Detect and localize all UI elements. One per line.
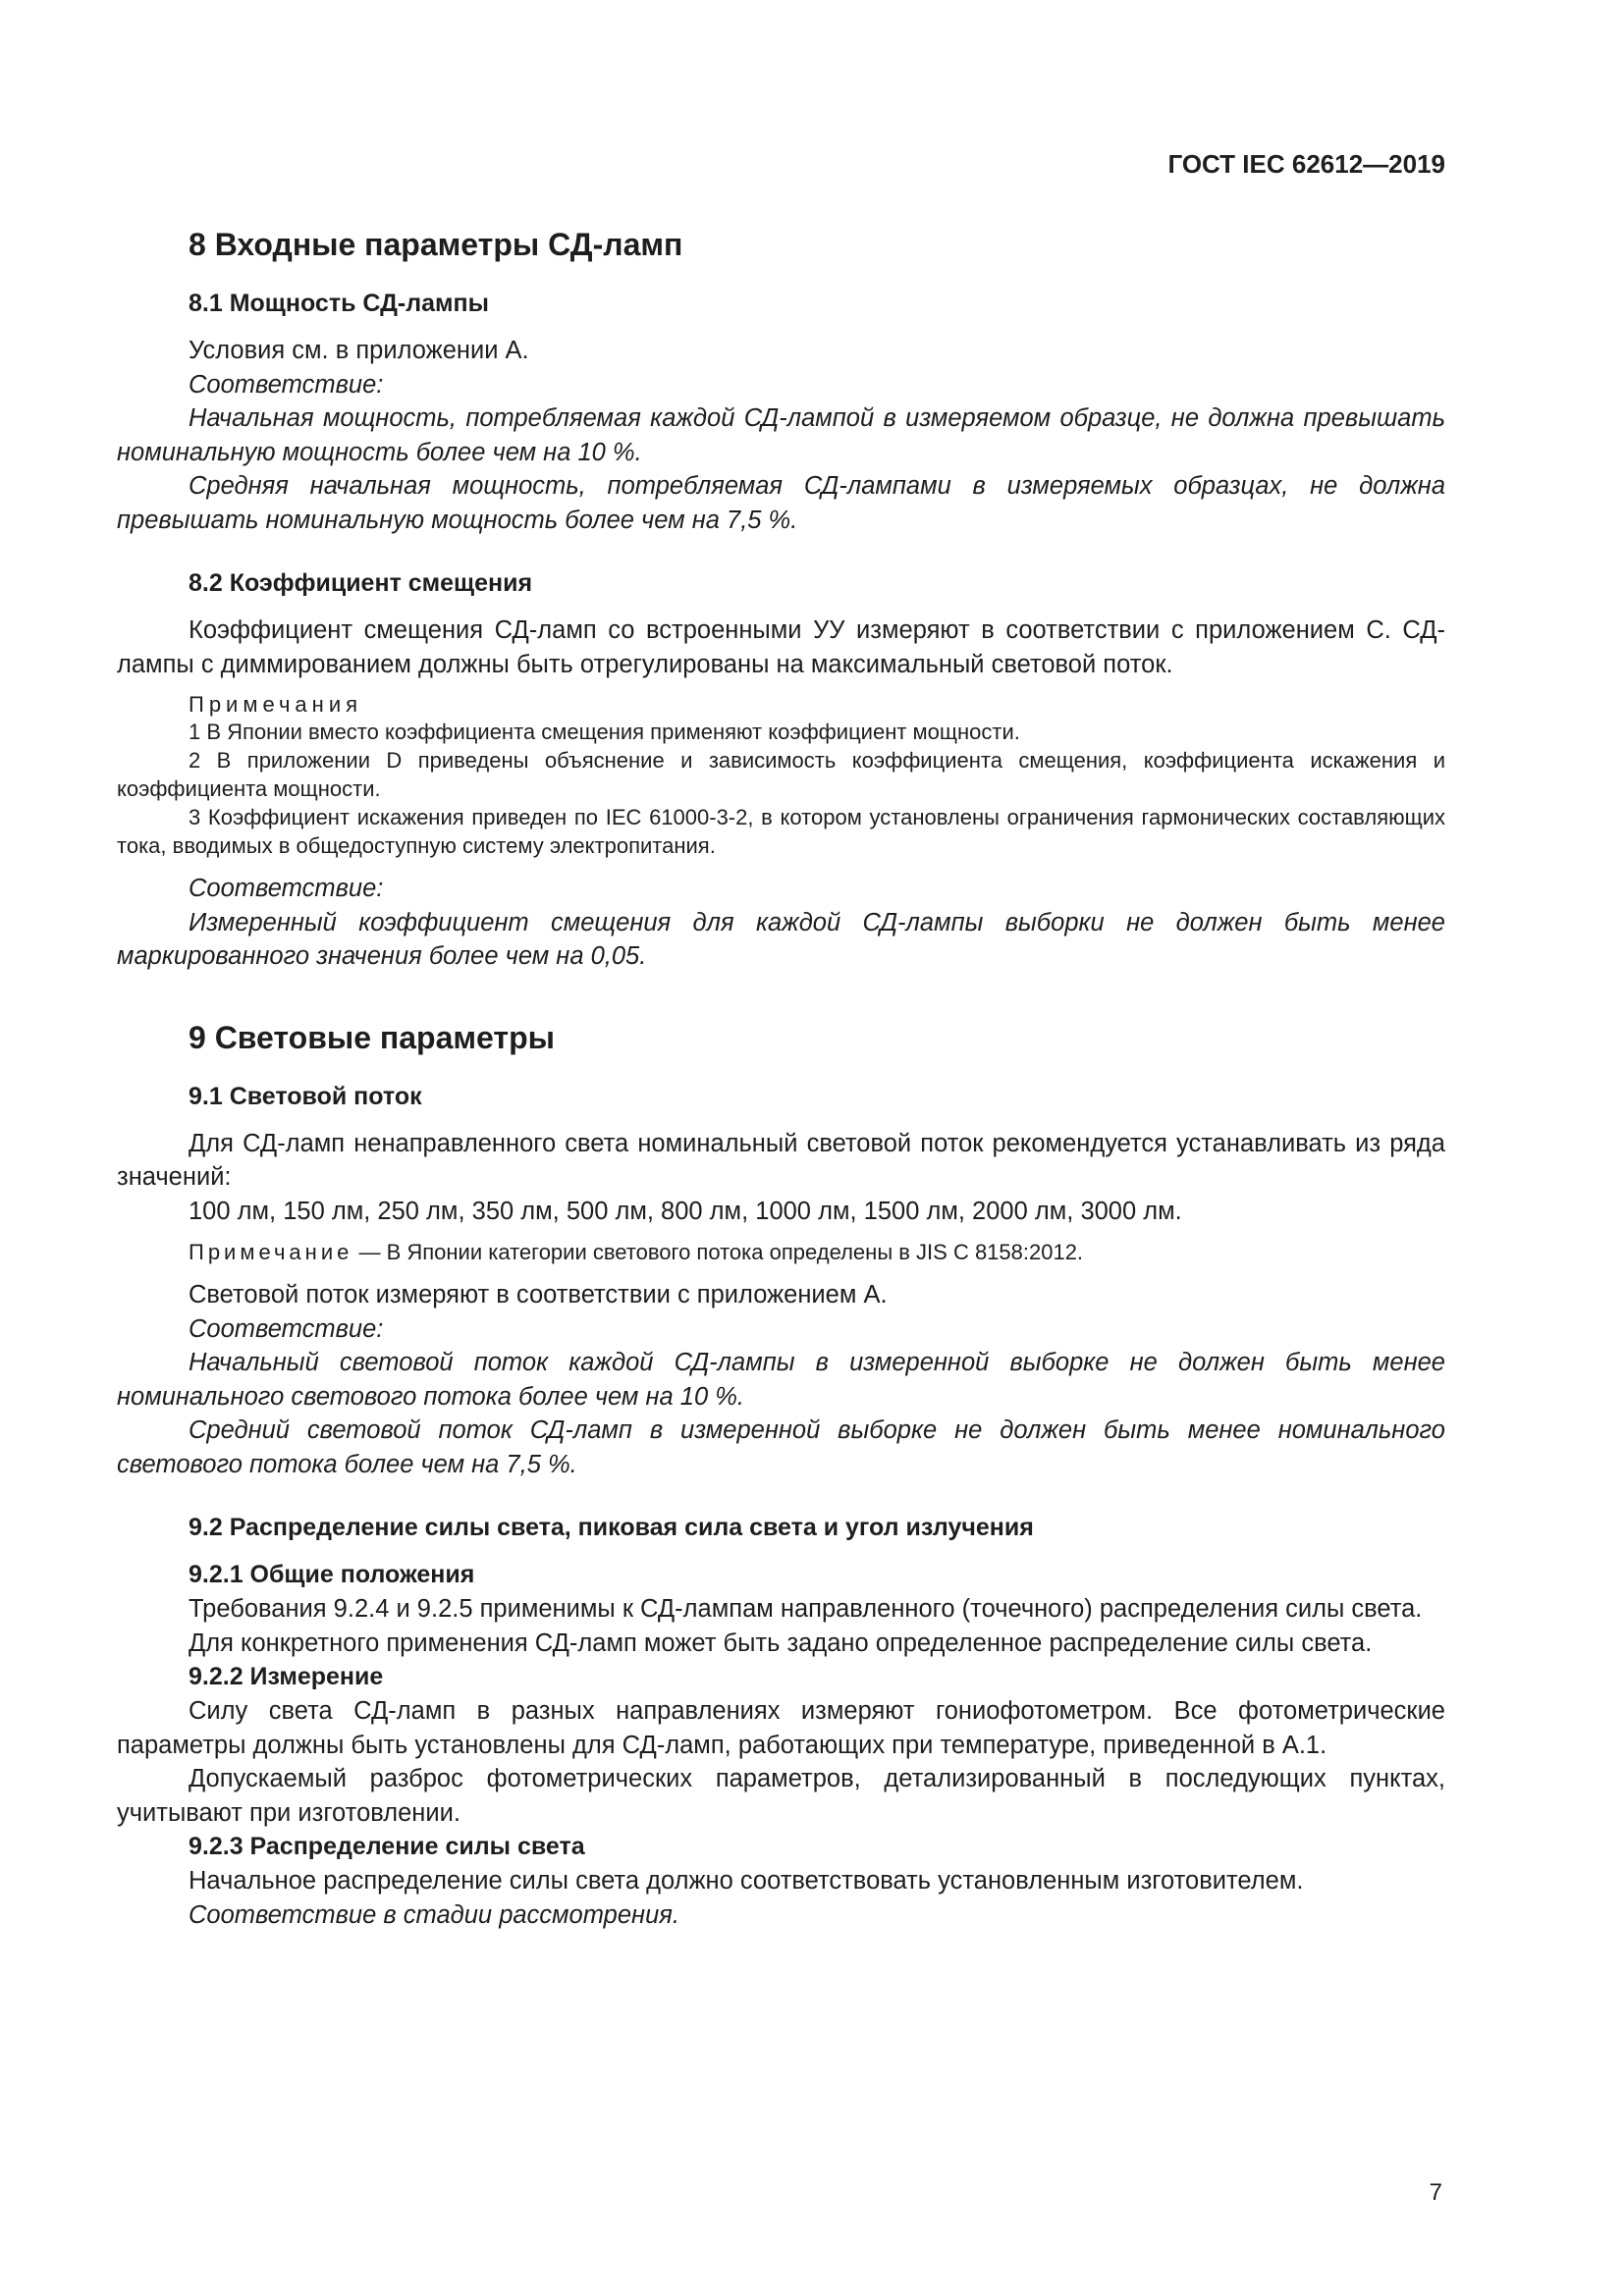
paragraph: Допускаемый разброс фотометрических параметров, детализированный в последующих пунктах, учитывают при изготовлении. (117, 1765, 1445, 1827)
document-id: ГОСТ IEC 62612—2019 (1167, 149, 1445, 179)
section-8-1-title: 8.1 Мощность СД-лампы (189, 290, 489, 317)
notes-heading: Примечания (189, 692, 363, 717)
compliance-label: Соответствие: (189, 875, 384, 902)
section-9-2-1-title: 9.2.1 Общие положения (189, 1561, 475, 1588)
note-item: 3 Коэффициент искажения приведен по IEC 61000-3-2, в котором установлены ограничения гармонических составляющих тока, вводимых в общедоступную систему электропитания. (117, 805, 1445, 858)
paragraph: Для СД-ламп ненаправленного света номинальный световой поток рекомендуется устанавливать из ряда значений: (117, 1129, 1445, 1191)
section-8-2-title: 8.2 Коэффициент смещения (189, 569, 533, 597)
section-9-2-3-title: 9.2.3 Распределение силы света (189, 1833, 585, 1860)
section-9-title: 9 Световые параметры (189, 1019, 555, 1055)
compliance-text: Начальная мощность, потребляемая каждой СД-лампой в измеряемом образце, не должна превышать номинальную мощность более чем на 10 %. (117, 404, 1445, 466)
value-list: 100 лм, 150 лм, 250 лм, 350 лм, 500 лм, 800 лм, 1000 лм, 1500 лм, 2000 лм, 3000 лм. (189, 1197, 1182, 1225)
compliance-label: Соответствие: (189, 370, 384, 399)
compliance-text: Измеренный коэффициент смещения для каждой СД-лампы выборки не должен быть менее маркированного значения более чем на 0,05. (117, 908, 1445, 970)
note-item: 2 В приложении D приведены объяснение и зависимость коэффициента смещения, коэффициента искажения и коэффициента мощности. (117, 748, 1445, 801)
note-item: 1 В Японии вместо коэффициента смещения применяют коэффициент мощности. (189, 720, 1020, 744)
section-8-title: 8 Входные параметры СД-ламп (189, 227, 683, 262)
paragraph: Требования 9.2.4 и 9.2.5 применимы к СД-лампам направленного (точечного) распределения силы света. (189, 1595, 1423, 1623)
page-content (117, 224, 1445, 1932)
paragraph: Начальное распределение силы света должно соответствовать установленным изготовителем. (189, 1867, 1304, 1895)
section-9-1-title: 9.1 Световой поток (189, 1082, 422, 1110)
compliance-text: Средний световой поток СД-ламп в измеренной выборке не должен быть менее номинального светового потока более чем на 7,5 %. (117, 1416, 1445, 1478)
paragraph: Световой поток измеряют в соответствии с приложением А. (189, 1281, 888, 1308)
note-label: Примечание (189, 1240, 353, 1264)
compliance-label: Соответствие: (189, 1314, 384, 1343)
note-text: — В Японии категории светового потока определены в JIS C 8158:2012. (352, 1240, 1084, 1264)
section-9-2-2-title: 9.2.2 Измерение (189, 1663, 384, 1690)
note-inline (117, 1238, 1445, 1266)
paragraph: Силу света СД-ламп в разных направлениях измеряют гониофотометром. Все фотометрические параметры должны быть установлены для СД-ламп, работающих при температуре, приведенной в А.1. (117, 1697, 1445, 1759)
paragraph: Условия см. в приложении А. (189, 337, 529, 364)
compliance-text: Начальный световой поток каждой СД-лампы в измеренной выборке не должен быть менее номинального светового потока более чем на 10 %. (117, 1349, 1445, 1411)
compliance-text: Соответствие в стадии рассмотрения. (189, 1900, 679, 1929)
section-9-2-title: 9.2 Распределение силы света, пиковая сила света и угол излучения (189, 1514, 1034, 1541)
compliance-text: Средняя начальная мощность, потребляемая СД-лампами в измеряемых образцах, не должна превышать номинальную мощность более чем на 7,5 %. (117, 472, 1445, 534)
paragraph: Для конкретного применения СД-ламп может быть задано определенное распределение силы света. (189, 1629, 1373, 1657)
page-number: 7 (1429, 2179, 1442, 2206)
paragraph: Коэффициент смещения СД-ламп со встроенными УУ измеряют в соответствии с приложением С. СД-лампы с диммированием должны быть отрегулированы на максимальный световой поток. (117, 616, 1445, 678)
